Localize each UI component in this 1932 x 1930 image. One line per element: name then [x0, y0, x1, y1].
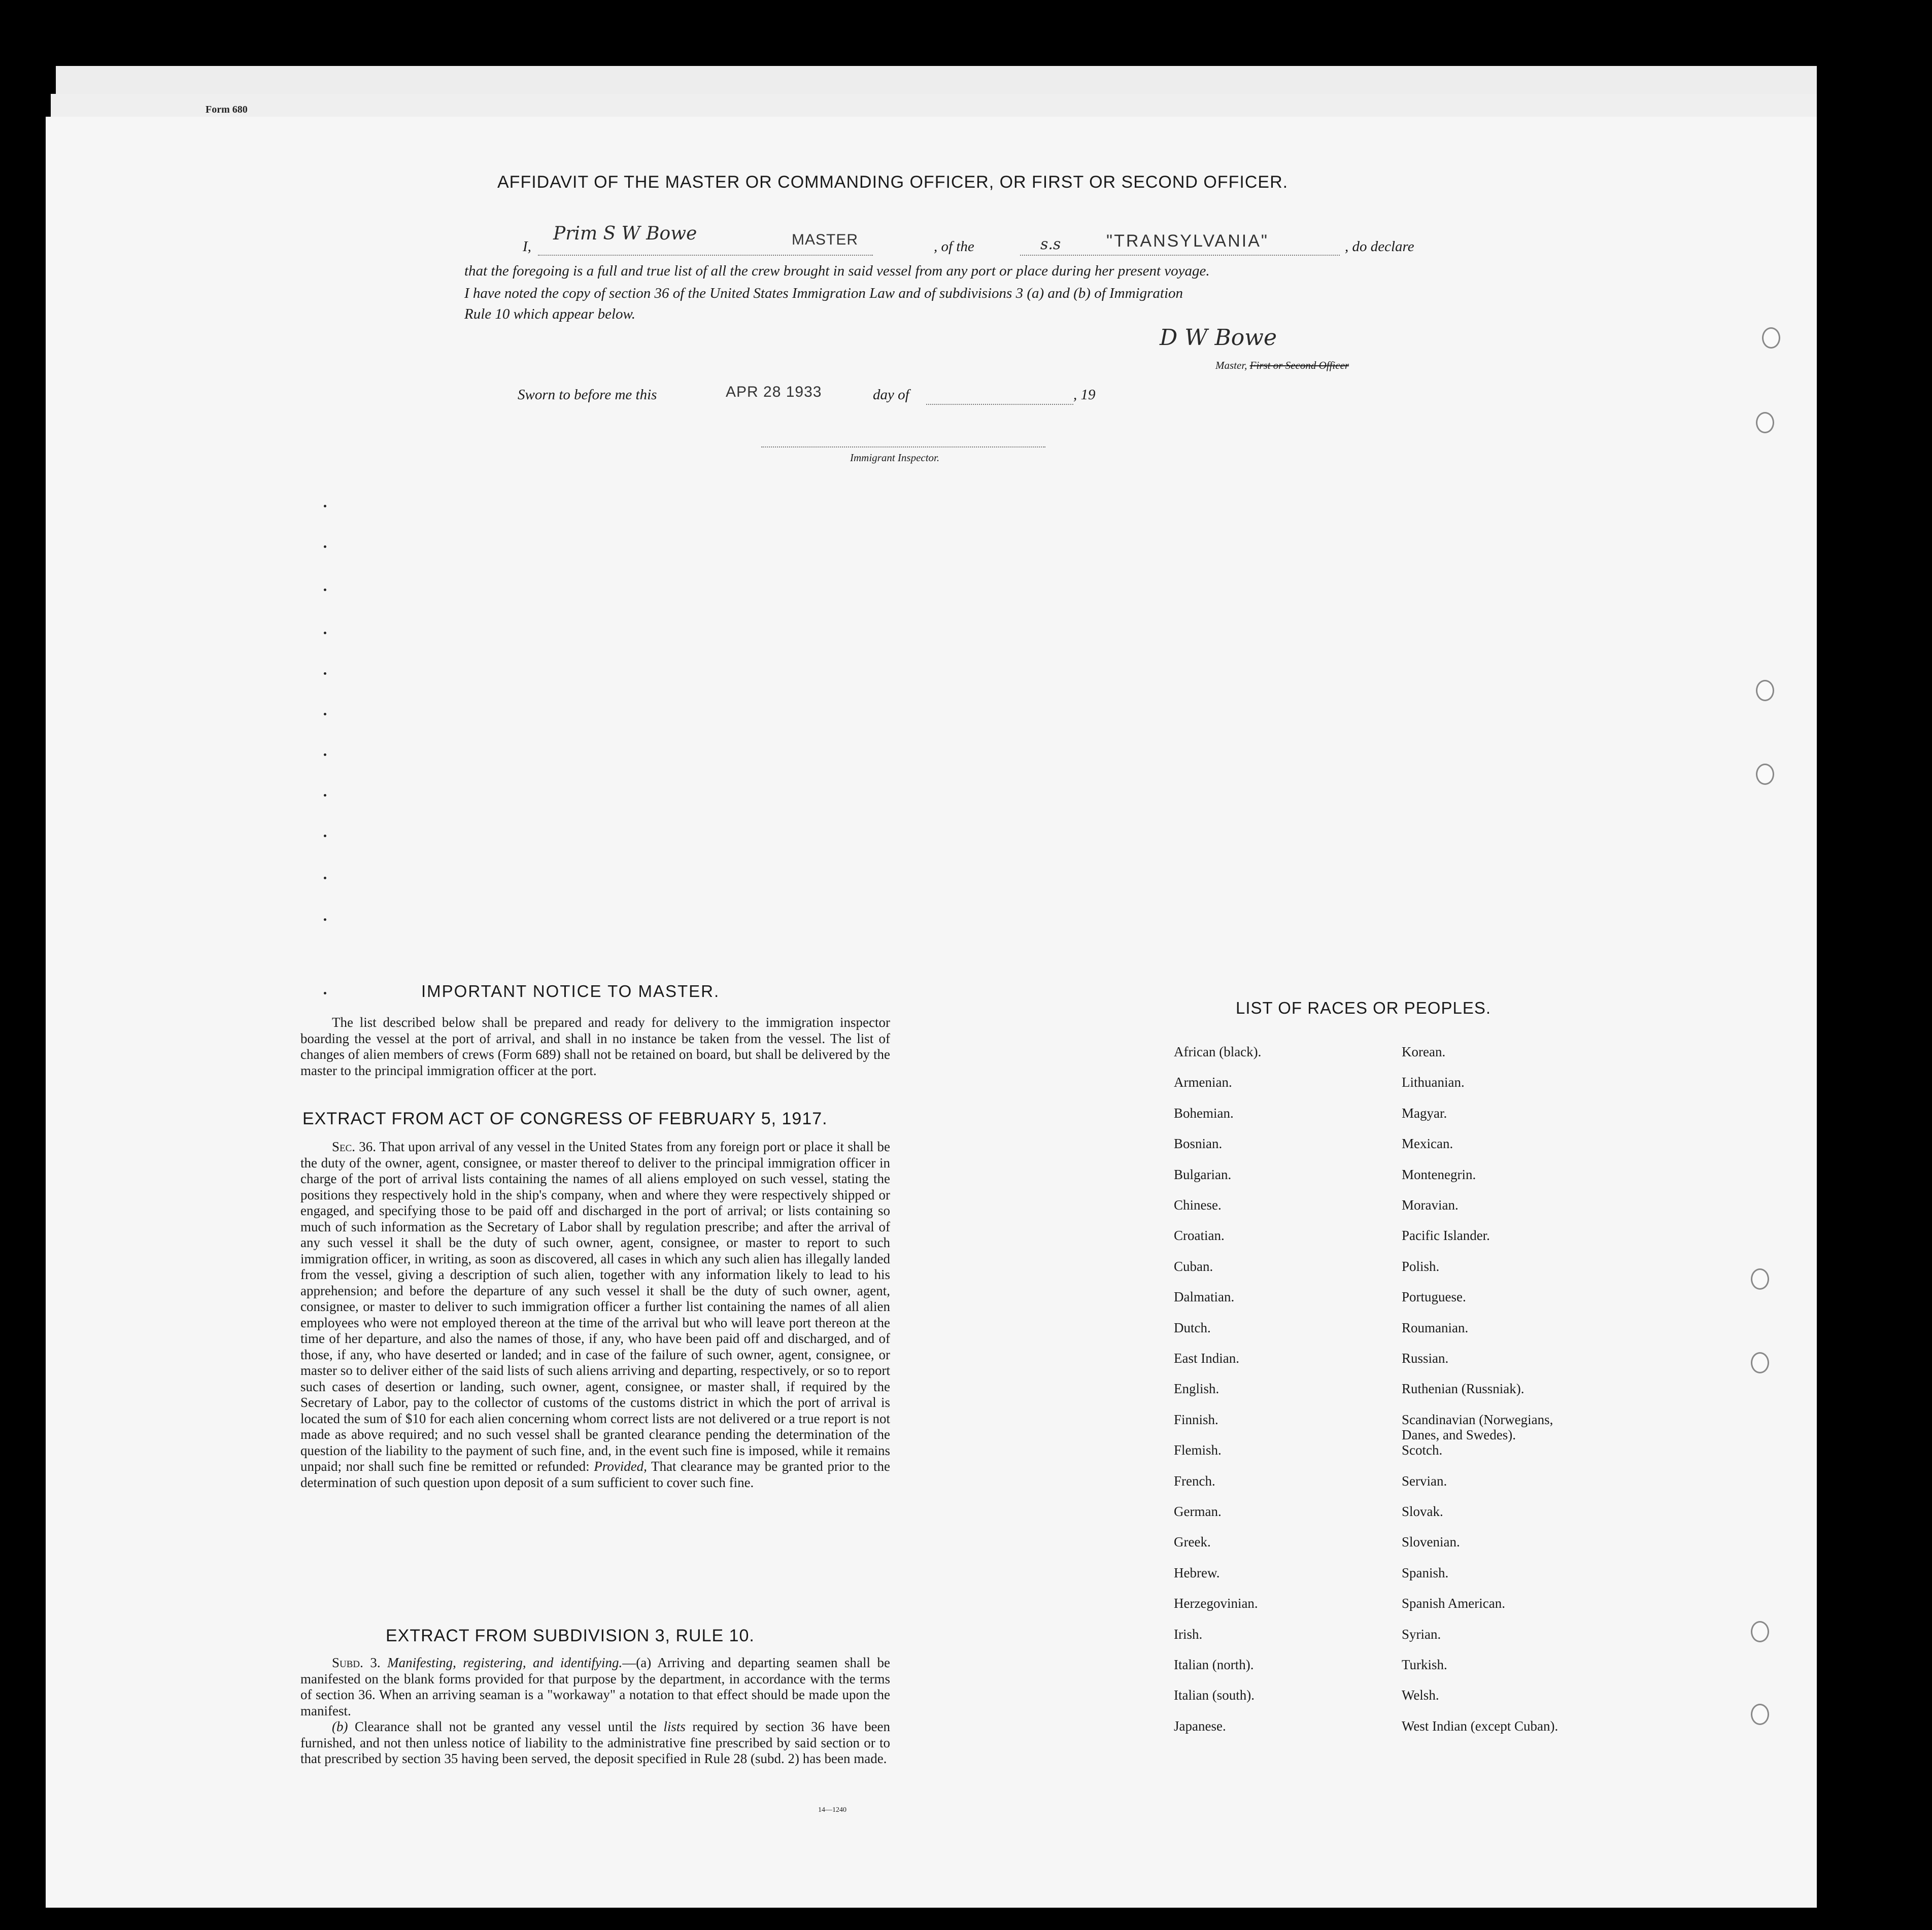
master-signature: D W Bowe: [1160, 325, 1277, 351]
affidavit-line-4: Rule 10 which appear below.: [464, 306, 635, 322]
race-item: Pacific Islander.: [1402, 1228, 1490, 1243]
margin-dot: [324, 632, 326, 634]
print-code: 14—1240: [818, 1806, 846, 1814]
margin-dot: [324, 589, 326, 591]
notice-text: The list described below shall be prepared and ready for delivery to the immigration inspector boarding the vessel at the port of arrival, and shall in no instance be taken from the vessel. The list of changes of alien members of crews (Form 689) shall not be retained on board, but shall be delivered by the master to the principal immigration officer at the port.: [300, 1015, 890, 1078]
inspector-caption: Immigrant Inspector.: [850, 452, 940, 464]
race-item: Slovenian.: [1402, 1534, 1460, 1549]
race-item: East Indian.: [1174, 1351, 1239, 1366]
race-item: Russian.: [1402, 1351, 1449, 1366]
race-item: Herzegovinian.: [1174, 1596, 1258, 1611]
race-item: Bohemian.: [1174, 1106, 1234, 1121]
margin-dot: [324, 918, 326, 921]
document-page: [46, 117, 1817, 1908]
race-item: Cuban.: [1174, 1259, 1213, 1274]
race-item: Korean.: [1402, 1044, 1446, 1059]
race-item: Italian (south).: [1174, 1687, 1255, 1703]
act-text: That upon arrival of any vessel in the United States from any foreign port or place it shall be the duty of the owner, agent, consignee, or master thereof to deliver to the principal immigration officer in charge of the port of arrival lists containing the names of all aliens employed on such vessel, stating the positions they respectively hold in the ship's company, when and where they were respectively shipped or engaged, and specifying those to be paid off and discharged in the port of arrival; or lists containing so much of such information as the Secretary of Labor shall by regulation prescribe; and after the arrival of any such vessel it shall be the duty of such owner, agent, consignee, or master to report to such immigration officer, in writing, as soon as discovered, all cases in which any such alien has illegally landed from the vessel, giving a description of such alien, together with any information likely to lead to his apprehension; and before the departure of any such vessel it shall be the duty of such owner, agent, consignee, or master to deliver to such immigration officer a further list containing the names of all alien employees who were not employed thereon at the time of the arrival but who will leave port thereon at the time of her departure, and also the names of those, if any, who have been paid off and discharged, and of those, if any, who have deserted or landed; and in case of the failure of such owner, agent, consignee, or master so to deliver either of the said lists of such aliens arriving and departing, respectively, or so to report such cases of desertion or landing, such owner, agent, consignee, or master shall, if required by the Secretary of Labor, pay to the collector of customs of the customs district in which the port of arrival is located the sum of $10 for each alien concerning whom correct lists are not delivered or a true report is not made as above required; and no such vessel shall be granted clearance pending the determination of the question of the liability to the payment of such fine, and, in the event such fine is imposed, while it remains unpaid; nor shall such fine be remitted or refunded:: [300, 1139, 890, 1474]
date-stamp: APR 28 1933: [726, 384, 822, 400]
of-the-label: , of the: [934, 238, 974, 255]
month-line: [926, 404, 1073, 405]
do-declare-label: , do declare: [1345, 238, 1414, 255]
race-item: Welsh.: [1402, 1687, 1439, 1703]
para-b-lists: lists: [663, 1719, 686, 1734]
race-item: Ruthenian (Russniak).: [1402, 1381, 1524, 1396]
margin-dot: [324, 877, 326, 879]
race-item: Bulgarian.: [1174, 1167, 1232, 1182]
race-item: Moravian.: [1402, 1197, 1459, 1213]
year-label: , 19: [1073, 387, 1096, 403]
form-number: Form 680: [206, 104, 248, 115]
race-item: Montenegrin.: [1402, 1167, 1476, 1182]
affidavit-title: AFFIDAVIT OF THE MASTER OR COMMANDING OFFICER, OR FIRST OR SECOND OFFICER.: [497, 173, 1289, 192]
act-text-end: That clearance may be granted prior to the determination of such question upon deposit of a sum sufficient to cover such fine.: [300, 1459, 890, 1490]
race-item: Dalmatian.: [1174, 1289, 1235, 1304]
race-item: Finnish.: [1174, 1412, 1218, 1427]
act-title: EXTRACT FROM ACT OF CONGRESS OF FEBRUARY 5, 1917.: [302, 1109, 828, 1128]
margin-dot: [324, 505, 326, 507]
race-item: Hebrew.: [1174, 1565, 1220, 1580]
para-b-2: required by section 36 have been furnished, and not then unless notice of liability to the administrative fine prescribed by said section or to that prescribed by section 35 having been served, the deposit specified in Rule 28 (subd. 2) has been made.: [300, 1719, 891, 1766]
punch-hole: [1751, 1704, 1769, 1725]
race-item: Mexican.: [1402, 1136, 1453, 1151]
master-stamp: MASTER: [792, 231, 859, 248]
margin-dot: [324, 992, 326, 994]
race-item: Danes, and Swedes).: [1402, 1427, 1516, 1442]
affidavit-line-2: that the foregoing is a full and true list of all the crew brought in said vessel from any port or place during her present voyage.: [464, 263, 1210, 279]
punch-hole: [1751, 1352, 1769, 1373]
name-line: [538, 255, 873, 256]
margin-dot: [324, 672, 326, 675]
race-item: German.: [1174, 1504, 1222, 1519]
race-item: Chinese.: [1174, 1197, 1222, 1213]
race-item: Roumanian.: [1402, 1320, 1469, 1335]
inspector-signature-line: [761, 446, 1045, 447]
notice-title: IMPORTANT NOTICE TO MASTER.: [421, 982, 720, 1001]
master-caption: Master, First or Second Officer: [1215, 359, 1349, 371]
race-item: Servian.: [1402, 1473, 1447, 1489]
race-item: Flemish.: [1174, 1442, 1222, 1458]
punch-hole: [1756, 680, 1774, 701]
handwritten-name: Prim S W Bowe: [553, 223, 697, 244]
race-item: Croatian.: [1174, 1228, 1225, 1243]
race-item: African (black).: [1174, 1044, 1262, 1059]
para-a: —(a) Arriving and departing seamen shall be manifested on the blank forms provided for that purpose by the department, in accordance with the terms of section 36. When an arriving seaman is a "workaway" a notation to that effect should be made upon the manifest.: [300, 1655, 890, 1718]
races-title: LIST OF RACES OR PEOPLES.: [1236, 998, 1492, 1017]
race-item: Spanish.: [1402, 1565, 1449, 1580]
vessel-line: [1020, 255, 1340, 256]
subd-heading: Manifesting, registering, and identifying.: [387, 1655, 623, 1670]
margin-dot: [324, 753, 326, 756]
act-body: [300, 1139, 890, 1491]
race-item: Magyar.: [1402, 1106, 1447, 1121]
rule-body: [300, 1655, 890, 1767]
punch-hole: [1751, 1621, 1769, 1642]
margin-dot: [324, 713, 326, 715]
margin-dot: [324, 794, 326, 797]
rule-title: EXTRACT FROM SUBDIVISION 3, RULE 10.: [386, 1626, 755, 1645]
race-item: Bosnian.: [1174, 1136, 1223, 1151]
race-item: Italian (north).: [1174, 1657, 1254, 1672]
affidavit-line-3: I have noted the copy of section 36 of the United States Immigration Law and of subdivisions 3 (a) and (b) of Immigration: [464, 285, 1183, 301]
race-item: Irish.: [1174, 1627, 1203, 1642]
race-item: Scandinavian (Norwegians,: [1402, 1412, 1553, 1427]
race-item: Turkish.: [1402, 1657, 1447, 1672]
punch-hole: [1751, 1268, 1769, 1290]
para-b-label: (b): [332, 1719, 348, 1734]
punch-hole: [1762, 327, 1780, 349]
race-item: Slovak.: [1402, 1504, 1443, 1519]
race-item: Japanese.: [1174, 1718, 1226, 1734]
subd-label: Subd. 3.: [332, 1655, 381, 1670]
race-item: Lithuanian.: [1402, 1075, 1465, 1090]
race-item: Armenian.: [1174, 1075, 1232, 1090]
margin-dot: [324, 545, 326, 548]
punch-hole: [1756, 412, 1774, 433]
para-b-1: Clearance shall not be granted any vessel until the: [354, 1719, 657, 1734]
day-of-label: day of: [873, 387, 909, 403]
race-item: Scotch.: [1402, 1442, 1443, 1458]
race-item: French.: [1174, 1473, 1215, 1489]
punch-hole: [1756, 764, 1774, 785]
race-item: West Indian (except Cuban).: [1402, 1718, 1558, 1734]
section-label: Sec. 36.: [332, 1139, 376, 1154]
margin-dot: [324, 835, 326, 837]
race-item: Dutch.: [1174, 1320, 1211, 1335]
notice-body: [300, 1015, 890, 1079]
race-item: English.: [1174, 1381, 1219, 1396]
vessel-prefix: s.s: [1040, 235, 1061, 253]
race-item: Polish.: [1402, 1259, 1440, 1274]
provided-label: Provided,: [594, 1459, 647, 1474]
race-item: Syrian.: [1402, 1627, 1441, 1642]
race-item: Portuguese.: [1402, 1289, 1466, 1304]
race-item: Greek.: [1174, 1534, 1211, 1549]
sworn-label: Sworn to before me this: [518, 387, 657, 403]
race-item: Spanish American.: [1402, 1596, 1505, 1611]
vessel-name-stamp: "TRANSYLVANIA": [1106, 231, 1269, 251]
affidavit-i-label: I,: [523, 238, 531, 255]
